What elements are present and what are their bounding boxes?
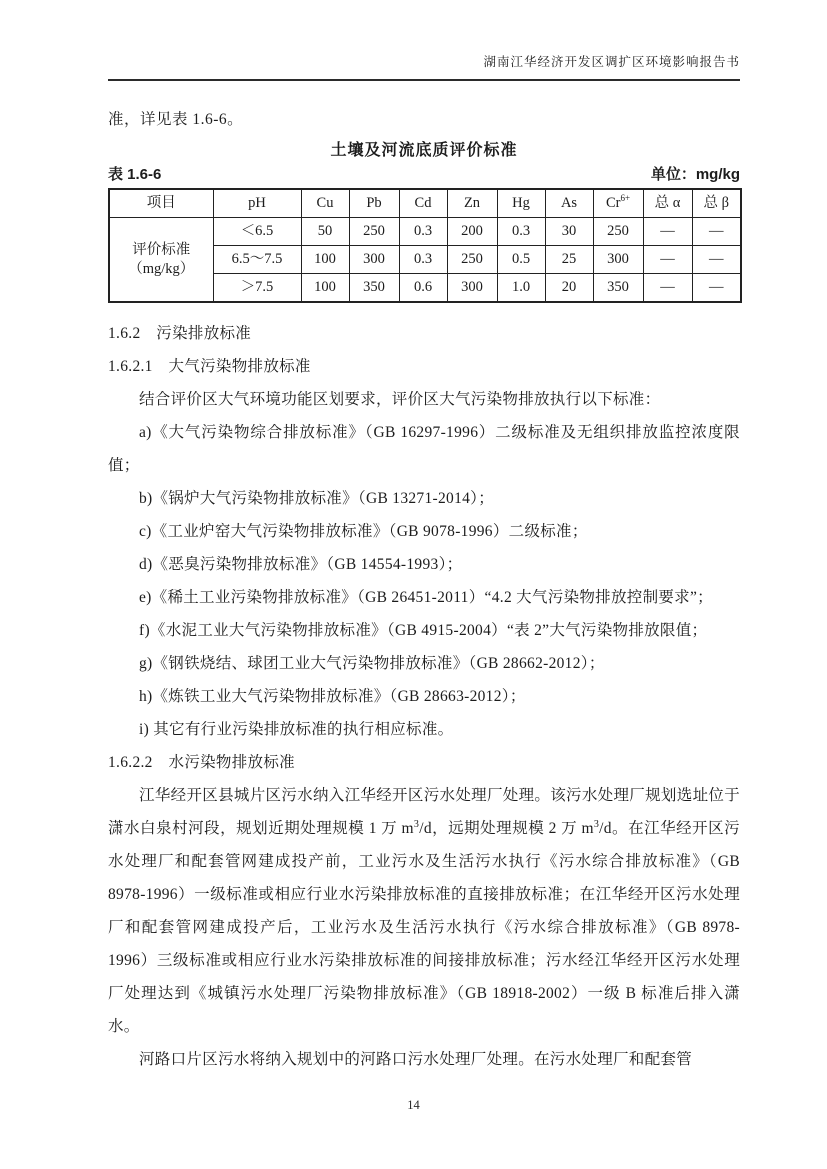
cell-beta: — xyxy=(692,274,741,303)
superscript-3: 3 xyxy=(593,818,600,830)
air-standard-item-f: f)《水泥工业大气污染物排放标准》（GB 4915-2004）“表 2”大气污染物排放限值； xyxy=(139,622,708,639)
col-ph: pH xyxy=(213,189,301,218)
table-header-row xyxy=(109,189,741,218)
document-page xyxy=(108,0,740,1076)
cell-pb: 350 xyxy=(349,274,399,303)
cell-cd: 0.3 xyxy=(399,218,447,246)
cell-ph: ＞7.5 xyxy=(213,274,301,303)
cell-hg: 0.5 xyxy=(497,246,545,274)
row-group-label: 评价标准 （mg/kg） xyxy=(109,218,213,303)
air-standard-item-e: e)《稀土工业污染物排放标准》（GB 26451-2011）“4.2 大气污染物排放控制要求”； xyxy=(139,589,713,606)
air-standard-item-d: d)《恶臭污染物排放标准》（GB 14554-1993）； xyxy=(139,556,463,573)
section-heading-1-6-2-2: 1.6.2.2 水污染物排放标准 xyxy=(108,754,295,771)
cell-zn: 200 xyxy=(447,218,497,246)
cell-cu: 100 xyxy=(301,274,349,303)
col-pb: Pb xyxy=(349,189,399,218)
cell-pb: 300 xyxy=(349,246,399,274)
table-caption xyxy=(108,164,740,186)
table-unit: 单位：mg/kg xyxy=(650,166,740,183)
cell-as: 20 xyxy=(545,274,593,303)
evaluation-standard-table xyxy=(108,188,742,303)
page-number: 14 xyxy=(407,1098,420,1112)
cell-ph: ＜6.5 xyxy=(213,218,301,246)
cell-alpha: — xyxy=(643,274,692,303)
cell-as: 25 xyxy=(545,246,593,274)
table-title: 土壤及河流底质评价标准 xyxy=(330,142,518,159)
superscript-3: 3 xyxy=(413,818,420,830)
cell-cd: 0.6 xyxy=(399,274,447,303)
cell-cr: 250 xyxy=(593,218,643,246)
col-hg: Hg xyxy=(497,189,545,218)
table-row xyxy=(109,218,741,246)
water-standards-paragraph-2: 河路口片区污水将纳入规划中的河路口污水处理厂处理。在污水处理厂和配套管 xyxy=(139,1051,693,1068)
cell-cu: 50 xyxy=(301,218,349,246)
cell-beta: — xyxy=(692,218,741,246)
running-header xyxy=(108,0,740,81)
table-label: 表 1.6-6 xyxy=(108,166,162,183)
col-cu: Cu xyxy=(301,189,349,218)
cell-pb: 250 xyxy=(349,218,399,246)
col-cr6: $Cr^{6+}$ xyxy=(593,189,643,218)
cell-hg: 0.3 xyxy=(497,218,545,246)
col-total-alpha: 总 α xyxy=(643,189,692,218)
cell-zn: 250 xyxy=(447,246,497,274)
section-heading-1-6-2-1: 1.6.2.1 大气污染物排放标准 xyxy=(108,358,311,375)
continuation-line: 准，详见表 1.6-6。 xyxy=(108,111,244,128)
col-as: As xyxy=(545,189,593,218)
cell-cu: 100 xyxy=(301,246,349,274)
cell-cr: 300 xyxy=(593,246,643,274)
col-total-beta: 总 β xyxy=(692,189,741,218)
air-standard-item-i: i) 其它有行业污染排放标准的执行相应标准。 xyxy=(139,721,454,738)
air-standard-item-a: a)《大气污染物综合排放标准》（GB 16297-1996）二级标准及无组织排放监控浓度限值； xyxy=(108,424,740,474)
cell-cr: 350 xyxy=(593,274,643,303)
air-standard-item-b: b)《锅炉大气污染物排放标准》（GB 13271-2014）； xyxy=(139,490,495,507)
cell-cd: 0.3 xyxy=(399,246,447,274)
air-standard-item-g: g)《钢铁烧结、球团工业大气污染物排放标准》（GB 28662-2012）； xyxy=(139,655,605,672)
cell-ph: 6.5～7.5 xyxy=(213,246,301,274)
air-standards-intro: 结合评价区大气环境功能区划要求，评价区大气污染物排放执行以下标准： xyxy=(139,391,661,408)
water-standards-paragraph-1: 江华经开区县城片区污水纳入江华经开区污水处理厂处理。该污水处理厂规划选址位于潇水白泉村河段，规划近期处理规模 1 万 $m^3/d$，远期处理规模 2 万 $m^3/d$。在江华经开区污水处理厂和配套管网建成投产前，工业污水及生活污水执行《污水综合排放标准》（GB 8978-1996）一级标准或相应行业水污染排放标准的直接排放标准；在江华经开区污水处理厂和配套管网建成投产后，工业污水及生活污水执行《污水综合排放标准》（GB 8978-1996）三级标准或相应行业水污染排放标准的间接排放标准；污水经江华经开区污水处理厂处理达到《城镇污水处理厂污染物排放标准》（GB 18918-2002）一级 B 标准后排入潇水。 xyxy=(108,787,740,1035)
air-standard-item-h: h)《炼铁工业大气污染物排放标准》（GB 28663-2012）； xyxy=(139,688,526,705)
cell-alpha: — xyxy=(643,246,692,274)
cell-hg: 1.0 xyxy=(497,274,545,303)
col-item: 项目 xyxy=(109,189,213,218)
cell-alpha: — xyxy=(643,218,692,246)
cell-beta: — xyxy=(692,246,741,274)
cell-as: 30 xyxy=(545,218,593,246)
running-header-title: 湖南江华经济开发区调扩区环境影响报告书 xyxy=(483,55,740,69)
col-cd: Cd xyxy=(399,189,447,218)
air-standard-item-c: c)《工业炉窑大气污染物排放标准》（GB 9078-1996）二级标准； xyxy=(139,523,588,540)
cell-zn: 300 xyxy=(447,274,497,303)
col-zn: Zn xyxy=(447,189,497,218)
section-heading-1-6-2: 1.6.2 污染排放标准 xyxy=(108,325,252,342)
document-body xyxy=(108,317,740,1076)
